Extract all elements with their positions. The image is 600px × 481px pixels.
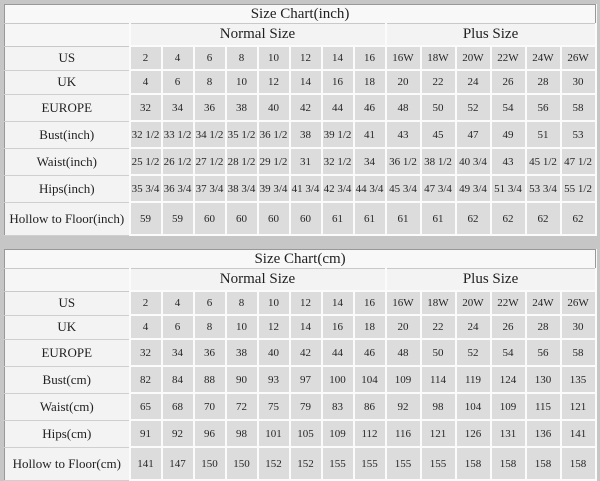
size-value-cell: 124 (491, 366, 526, 393)
size-value-cell: 50 (421, 94, 456, 121)
row-label: US (5, 46, 130, 70)
size-value-cell: 47 3/4 (421, 175, 456, 202)
size-value-cell: 16 (354, 46, 386, 70)
size-value-cell: 40 (258, 339, 290, 366)
size-value-cell: 20W (456, 46, 491, 70)
size-value-cell: 155 (322, 447, 354, 480)
size-value-cell: 20W (456, 291, 491, 315)
size-value-cell: 141 (130, 447, 162, 480)
size-value-cell: 91 (130, 420, 162, 447)
size-value-cell: 130 (526, 366, 561, 393)
size-value-cell: 35 1/2 (226, 121, 258, 148)
size-value-cell: 42 (290, 339, 322, 366)
size-value-cell: 59 (162, 202, 194, 235)
size-value-cell: 22 (421, 315, 456, 339)
size-value-cell: 14 (322, 46, 354, 70)
size-value-cell: 158 (561, 447, 596, 480)
size-value-cell: 52 (456, 339, 491, 366)
size-value-cell: 93 (258, 366, 290, 393)
size-value-cell: 44 (322, 339, 354, 366)
size-value-cell: 24W (526, 46, 561, 70)
size-value-cell: 12 (290, 46, 322, 70)
size-value-cell: 101 (258, 420, 290, 447)
size-value-cell: 38 (290, 121, 322, 148)
size-value-cell: 39 3/4 (258, 175, 290, 202)
size-chart-cm-table (4, 249, 597, 481)
size-value-cell: 34 1/2 (194, 121, 226, 148)
size-value-cell: 33 1/2 (162, 121, 194, 148)
size-value-cell: 98 (421, 393, 456, 420)
size-value-cell: 31 (290, 148, 322, 175)
size-value-cell: 28 (526, 70, 561, 94)
size-value-cell: 98 (226, 420, 258, 447)
size-value-cell: 116 (386, 420, 421, 447)
size-value-cell: 6 (194, 46, 226, 70)
size-value-cell: 48 (386, 94, 421, 121)
column-group-plus-size: Plus Size (386, 269, 596, 292)
size-value-cell: 70 (194, 393, 226, 420)
size-value-cell: 38 (226, 339, 258, 366)
size-value-cell: 2 (130, 291, 162, 315)
size-value-cell: 141 (561, 420, 596, 447)
size-value-cell: 131 (491, 420, 526, 447)
size-value-cell: 51 (526, 121, 561, 148)
size-value-cell: 26W (561, 291, 596, 315)
size-value-cell: 61 (354, 202, 386, 235)
size-value-cell: 26W (561, 46, 596, 70)
size-value-cell: 41 (354, 121, 386, 148)
size-value-cell: 46 (354, 94, 386, 121)
size-value-cell: 40 3/4 (456, 148, 491, 175)
size-value-cell: 32 1/2 (322, 148, 354, 175)
size-value-cell: 32 1/2 (130, 121, 162, 148)
size-value-cell: 150 (194, 447, 226, 480)
size-value-cell: 22W (491, 291, 526, 315)
size-value-cell: 16 (322, 315, 354, 339)
row-label: US (5, 291, 130, 315)
row-label: Hollow to Floor(cm) (5, 447, 130, 480)
row-label: Waist(cm) (5, 393, 130, 420)
size-value-cell: 49 3/4 (456, 175, 491, 202)
size-value-cell: 18 (354, 70, 386, 94)
size-value-cell: 92 (162, 420, 194, 447)
size-value-cell: 49 (491, 121, 526, 148)
table-title: Size Chart(cm) (5, 250, 596, 269)
size-value-cell: 4 (162, 291, 194, 315)
size-value-cell: 38 1/2 (421, 148, 456, 175)
size-value-cell: 53 (561, 121, 596, 148)
size-value-cell: 158 (491, 447, 526, 480)
size-value-cell: 42 3/4 (322, 175, 354, 202)
size-value-cell: 12 (258, 70, 290, 94)
size-value-cell: 84 (162, 366, 194, 393)
size-value-cell: 79 (290, 393, 322, 420)
size-value-cell: 55 1/2 (561, 175, 596, 202)
size-value-cell: 22 (421, 70, 456, 94)
size-value-cell: 8 (194, 315, 226, 339)
size-chart-inch-table (4, 4, 597, 236)
size-value-cell: 58 (561, 339, 596, 366)
size-value-cell: 47 1/2 (561, 148, 596, 175)
size-value-cell: 14 (290, 70, 322, 94)
size-value-cell: 4 (130, 315, 162, 339)
size-value-cell: 36 1/2 (386, 148, 421, 175)
size-value-cell: 100 (322, 366, 354, 393)
size-value-cell: 41 3/4 (290, 175, 322, 202)
size-value-cell: 20 (386, 70, 421, 94)
size-value-cell: 62 (526, 202, 561, 235)
size-value-cell: 53 3/4 (526, 175, 561, 202)
size-value-cell: 30 (561, 315, 596, 339)
size-value-cell: 56 (526, 339, 561, 366)
size-value-cell: 28 1/2 (226, 148, 258, 175)
size-value-cell: 30 (561, 70, 596, 94)
size-value-cell: 109 (386, 366, 421, 393)
size-value-cell: 62 (491, 202, 526, 235)
size-value-cell: 48 (386, 339, 421, 366)
size-value-cell: 105 (290, 420, 322, 447)
size-value-cell: 104 (456, 393, 491, 420)
size-value-cell: 16 (322, 70, 354, 94)
size-value-cell: 82 (130, 366, 162, 393)
size-value-cell: 10 (258, 46, 290, 70)
size-value-cell: 8 (226, 46, 258, 70)
size-value-cell: 135 (561, 366, 596, 393)
size-value-cell: 136 (526, 420, 561, 447)
size-value-cell: 97 (290, 366, 322, 393)
size-value-cell: 14 (290, 315, 322, 339)
size-value-cell: 32 (130, 339, 162, 366)
size-value-cell: 43 (491, 148, 526, 175)
size-value-cell: 16 (354, 291, 386, 315)
row-label: UK (5, 315, 130, 339)
size-value-cell: 16W (386, 46, 421, 70)
row-label: UK (5, 70, 130, 94)
size-value-cell: 27 1/2 (194, 148, 226, 175)
size-value-cell: 26 (491, 315, 526, 339)
column-group-normal-size: Normal Size (130, 24, 386, 47)
size-value-cell: 36 3/4 (162, 175, 194, 202)
size-value-cell: 60 (290, 202, 322, 235)
size-value-cell: 96 (194, 420, 226, 447)
size-value-cell: 62 (456, 202, 491, 235)
size-value-cell: 12 (290, 291, 322, 315)
size-value-cell: 37 3/4 (194, 175, 226, 202)
size-value-cell: 18W (421, 46, 456, 70)
size-value-cell: 6 (194, 291, 226, 315)
size-value-cell: 38 (226, 94, 258, 121)
size-value-cell: 38 3/4 (226, 175, 258, 202)
table-title: Size Chart(inch) (5, 5, 596, 24)
size-value-cell: 62 (561, 202, 596, 235)
size-value-cell: 121 (561, 393, 596, 420)
size-value-cell: 59 (130, 202, 162, 235)
size-value-cell: 44 3/4 (354, 175, 386, 202)
row-label: Bust(cm) (5, 366, 130, 393)
size-value-cell: 60 (194, 202, 226, 235)
size-value-cell: 90 (226, 366, 258, 393)
size-value-cell: 109 (322, 420, 354, 447)
size-value-cell: 152 (258, 447, 290, 480)
size-value-cell: 34 (162, 339, 194, 366)
size-value-cell: 32 (130, 94, 162, 121)
size-value-cell: 56 (526, 94, 561, 121)
size-value-cell: 92 (386, 393, 421, 420)
size-value-cell: 22W (491, 46, 526, 70)
size-value-cell: 52 (456, 94, 491, 121)
size-value-cell: 114 (421, 366, 456, 393)
size-value-cell: 83 (322, 393, 354, 420)
size-value-cell: 65 (130, 393, 162, 420)
size-value-cell: 155 (354, 447, 386, 480)
size-value-cell: 4 (162, 46, 194, 70)
size-value-cell: 29 1/2 (258, 148, 290, 175)
row-label: Bust(inch) (5, 121, 130, 148)
size-value-cell: 54 (491, 94, 526, 121)
size-value-cell: 45 (421, 121, 456, 148)
size-value-cell: 104 (354, 366, 386, 393)
size-value-cell: 152 (290, 447, 322, 480)
size-value-cell: 39 1/2 (322, 121, 354, 148)
size-value-cell: 50 (421, 339, 456, 366)
size-value-cell: 68 (162, 393, 194, 420)
size-value-cell: 45 3/4 (386, 175, 421, 202)
size-value-cell: 88 (194, 366, 226, 393)
size-value-cell: 34 (354, 148, 386, 175)
size-value-cell: 47 (456, 121, 491, 148)
size-value-cell: 24W (526, 291, 561, 315)
size-value-cell: 12 (258, 315, 290, 339)
size-value-cell: 44 (322, 94, 354, 121)
size-value-cell: 10 (226, 70, 258, 94)
column-group-plus-size: Plus Size (386, 24, 596, 47)
size-value-cell: 8 (226, 291, 258, 315)
size-value-cell: 155 (386, 447, 421, 480)
size-value-cell: 18W (421, 291, 456, 315)
size-value-cell: 150 (226, 447, 258, 480)
column-group-normal-size: Normal Size (130, 269, 386, 292)
size-value-cell: 2 (130, 46, 162, 70)
row-label: EUROPE (5, 339, 130, 366)
size-value-cell: 4 (130, 70, 162, 94)
size-value-cell: 86 (354, 393, 386, 420)
size-value-cell: 14 (322, 291, 354, 315)
row-label: EUROPE (5, 94, 130, 121)
size-value-cell: 119 (456, 366, 491, 393)
size-value-cell: 36 1/2 (258, 121, 290, 148)
size-value-cell: 26 (491, 70, 526, 94)
row-label: Hips(inch) (5, 175, 130, 202)
size-value-cell: 147 (162, 447, 194, 480)
corner-spacer (5, 269, 130, 292)
row-label: Waist(inch) (5, 148, 130, 175)
size-value-cell: 58 (561, 94, 596, 121)
size-value-cell: 112 (354, 420, 386, 447)
size-value-cell: 46 (354, 339, 386, 366)
size-value-cell: 34 (162, 94, 194, 121)
size-value-cell: 40 (258, 94, 290, 121)
size-value-cell: 43 (386, 121, 421, 148)
size-value-cell: 24 (456, 315, 491, 339)
size-value-cell: 6 (162, 315, 194, 339)
size-value-cell: 51 3/4 (491, 175, 526, 202)
size-value-cell: 158 (456, 447, 491, 480)
size-value-cell: 8 (194, 70, 226, 94)
size-value-cell: 61 (322, 202, 354, 235)
size-value-cell: 42 (290, 94, 322, 121)
row-label: Hollow to Floor(inch) (5, 202, 130, 235)
size-value-cell: 75 (258, 393, 290, 420)
size-value-cell: 155 (421, 447, 456, 480)
size-value-cell: 26 1/2 (162, 148, 194, 175)
size-value-cell: 20 (386, 315, 421, 339)
size-value-cell: 158 (526, 447, 561, 480)
row-label: Hips(cm) (5, 420, 130, 447)
size-value-cell: 60 (258, 202, 290, 235)
size-value-cell: 60 (226, 202, 258, 235)
size-value-cell: 109 (491, 393, 526, 420)
size-value-cell: 16W (386, 291, 421, 315)
size-value-cell: 36 (194, 339, 226, 366)
size-value-cell: 61 (421, 202, 456, 235)
size-value-cell: 28 (526, 315, 561, 339)
size-value-cell: 61 (386, 202, 421, 235)
size-value-cell: 121 (421, 420, 456, 447)
size-value-cell: 126 (456, 420, 491, 447)
size-value-cell: 10 (226, 315, 258, 339)
size-value-cell: 18 (354, 315, 386, 339)
size-value-cell: 24 (456, 70, 491, 94)
size-value-cell: 115 (526, 393, 561, 420)
corner-spacer (5, 24, 130, 47)
size-value-cell: 72 (226, 393, 258, 420)
size-value-cell: 45 1/2 (526, 148, 561, 175)
size-value-cell: 6 (162, 70, 194, 94)
size-value-cell: 54 (491, 339, 526, 366)
size-value-cell: 35 3/4 (130, 175, 162, 202)
size-value-cell: 25 1/2 (130, 148, 162, 175)
size-value-cell: 36 (194, 94, 226, 121)
size-value-cell: 10 (258, 291, 290, 315)
